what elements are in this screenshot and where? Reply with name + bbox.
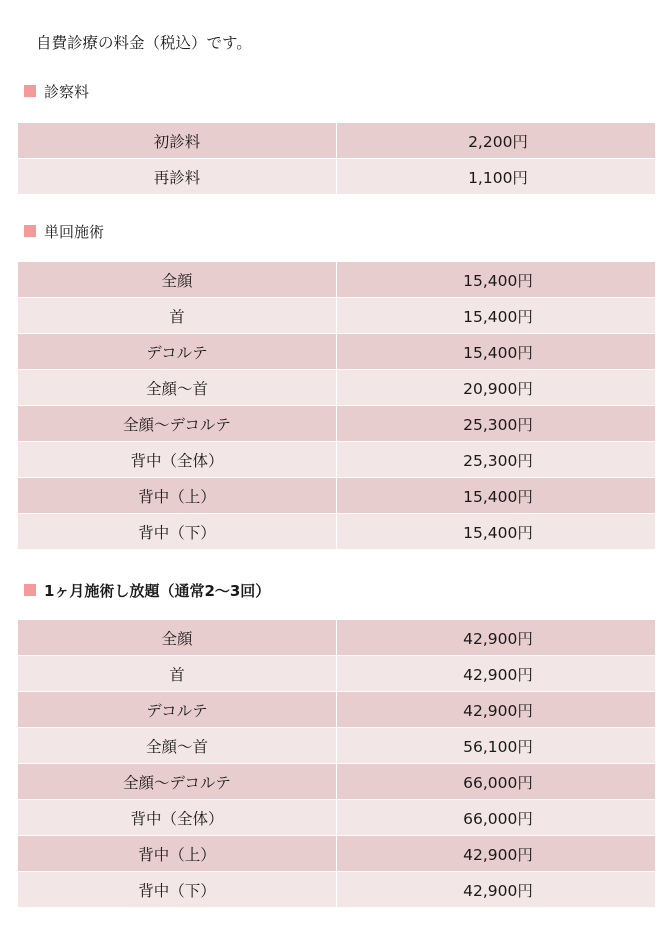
item-price: 25,300円 — [337, 442, 656, 478]
item-price: 42,900円 — [337, 620, 656, 656]
item-name: 首 — [18, 656, 337, 692]
item-price: 15,400円 — [337, 478, 656, 514]
item-price: 42,900円 — [337, 872, 656, 908]
table-row — [18, 298, 655, 334]
price-table-consultation — [18, 122, 655, 195]
table-row — [18, 334, 655, 370]
table-row — [18, 872, 655, 908]
table-row — [18, 836, 655, 872]
table-row — [18, 728, 655, 764]
item-price: 1,100円 — [337, 159, 656, 195]
item-price: 15,400円 — [337, 262, 656, 298]
item-name: デコルテ — [18, 692, 337, 728]
item-price: 66,000円 — [337, 764, 656, 800]
item-name: 全顔～首 — [18, 370, 337, 406]
table-row — [18, 123, 655, 159]
item-price: 15,400円 — [337, 514, 656, 550]
square-marker-icon — [24, 225, 36, 237]
price-table-monthly-unlimited — [18, 619, 655, 908]
section-heading-consultation — [24, 80, 89, 102]
item-price: 66,000円 — [337, 800, 656, 836]
item-name: 背中（全体） — [18, 442, 337, 478]
item-name: 全顔 — [18, 262, 337, 298]
table-row — [18, 370, 655, 406]
table-row — [18, 159, 655, 195]
table-row — [18, 514, 655, 550]
item-name: 再診料 — [18, 159, 337, 195]
item-name: デコルテ — [18, 334, 337, 370]
table-row — [18, 442, 655, 478]
table-row — [18, 764, 655, 800]
table-row — [18, 656, 655, 692]
table-row — [18, 406, 655, 442]
item-name: 背中（上） — [18, 478, 337, 514]
item-price: 2,200円 — [337, 123, 656, 159]
table-row — [18, 478, 655, 514]
section-heading-monthly-unlimited — [24, 579, 270, 601]
table-row — [18, 620, 655, 656]
item-name: 背中（上） — [18, 836, 337, 872]
item-price: 56,100円 — [337, 728, 656, 764]
square-marker-icon — [24, 584, 36, 596]
section-heading-label: 単回施術 — [44, 222, 105, 241]
table-row — [18, 262, 655, 298]
item-name: 全顔～首 — [18, 728, 337, 764]
item-price: 20,900円 — [337, 370, 656, 406]
item-name: 背中（全体） — [18, 800, 337, 836]
section-heading-label: 1ヶ月施術し放題（通常2～3回） — [44, 581, 271, 600]
item-price: 42,900円 — [337, 656, 656, 692]
square-marker-icon — [24, 85, 36, 97]
item-name: 初診料 — [18, 123, 337, 159]
item-name: 背中（下） — [18, 514, 337, 550]
item-price: 25,300円 — [337, 406, 656, 442]
item-price: 15,400円 — [337, 334, 656, 370]
item-price: 42,900円 — [337, 836, 656, 872]
price-table-single-treatment — [18, 261, 655, 550]
intro-text: 自費診療の料金（税込）です。 — [36, 34, 252, 52]
item-name: 全顔～デコルテ — [18, 406, 337, 442]
section-heading-label: 診察料 — [44, 82, 90, 101]
item-name: 首 — [18, 298, 337, 334]
item-name: 全顔～デコルテ — [18, 764, 337, 800]
item-price: 15,400円 — [337, 298, 656, 334]
table-row — [18, 800, 655, 836]
item-name: 背中（下） — [18, 872, 337, 908]
item-price: 42,900円 — [337, 692, 656, 728]
table-row — [18, 692, 655, 728]
item-name: 全顔 — [18, 620, 337, 656]
section-heading-single-treatment — [24, 220, 104, 242]
